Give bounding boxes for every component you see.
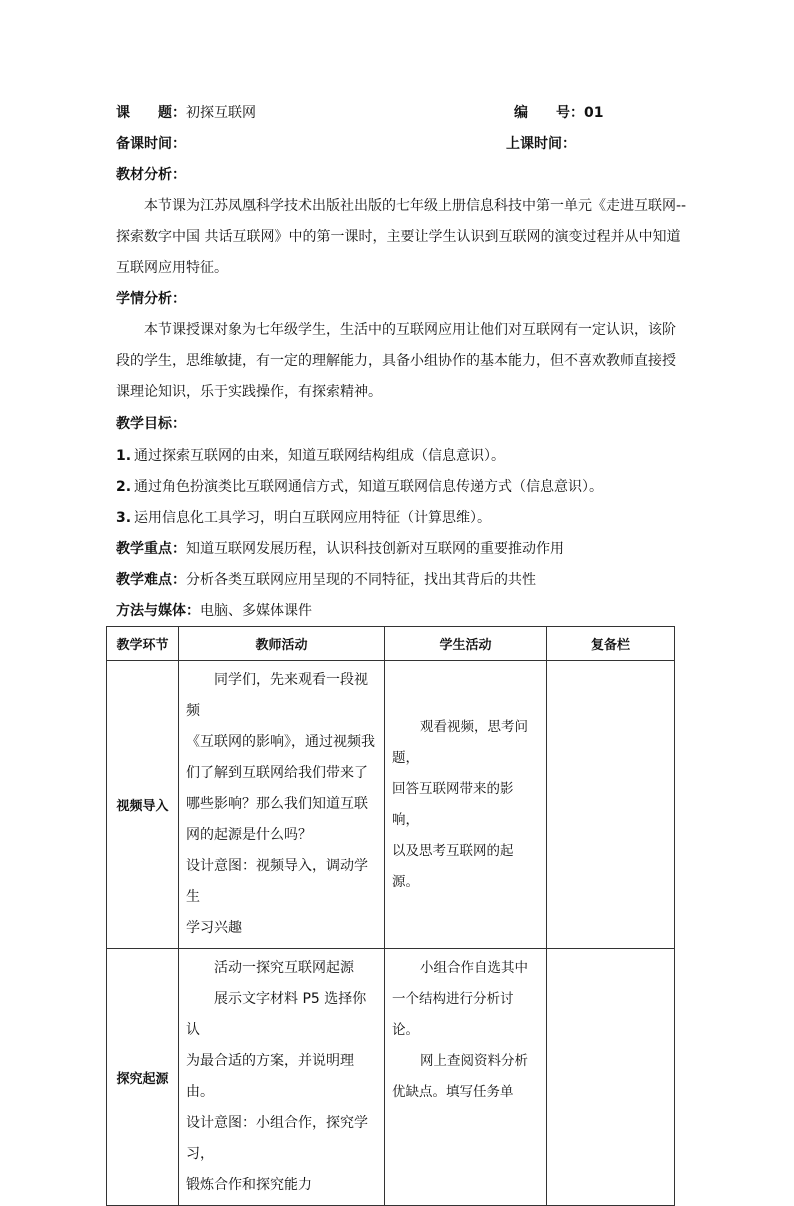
textbook-heading: 教材分析： [116,167,186,183]
difficulty-line [116,570,536,590]
objective-item [116,508,682,528]
objective-number: 1. [116,448,132,464]
stage-cell: 探究起源 [107,949,179,1206]
topic-value: 初探互联网 [186,105,256,121]
learners-line: 课理论知识，乐于实践操作，有探索精神。 [116,384,382,400]
student-line: 一个结构进行分析讨论。 [392,991,514,1038]
media-label: 方法与媒体： [116,603,200,619]
media-text: 电脑、多媒体课件 [200,603,312,619]
lesson-plan-table [106,626,675,1206]
learners-line: 段的学生，思维敏捷，有一定的理解能力，具备小组协作的基本能力，但不喜欢教师直接授 [116,353,676,369]
objective-number: 3. [116,510,132,526]
teacher-line: 锻炼合作和探究能力 [186,1177,312,1193]
textbook-line: 互联网应用特征。 [116,260,228,276]
textbook-paragraph [116,191,687,284]
key-point-line [116,539,564,559]
textbook-line: 探索数字中国 共话互联网》中的第一课时，主要让学生认识到互联网的演变过程并从中知道 [116,229,681,245]
key-point-text: 知道互联网发展历程，认识科技创新对互联网的重要推动作用 [186,541,564,557]
learners-line: 本节课授课对象为七年级学生，生活中的互联网应用让他们对互联网有一定认识，该阶 [144,322,676,338]
teacher-line: 同学们，先来观看一段视频 [186,672,368,719]
stage-cell: 视频导入 [107,661,179,949]
topic-line [116,103,256,123]
student-line: 回答互联网带来的影响， [392,780,514,828]
teacher-line: 活动一探究互联网起源 [214,960,354,976]
objective-item [116,446,682,466]
key-point-label: 教学重点： [116,541,186,557]
objectives-heading: 教学目标： [116,416,186,432]
notes-cell [547,661,675,949]
teacher-line: 展示文字材料 P5 选择你认 [186,991,367,1038]
header-student: 学生活动 [385,627,547,661]
topic-label: 课 题： [116,105,186,121]
teacher-line: 为最合适的方案，并说明理由。 [186,1053,354,1100]
student-line: 小组合作自选其中 [420,960,528,976]
teacher-line: 《互联网的影响》，通过视频我 [186,734,375,750]
learners-paragraph [116,315,682,408]
teacher-cell [179,949,385,1206]
learners-heading: 学情分析： [116,291,186,307]
teacher-line: 设计意图：小组合作，探究学习， [186,1115,368,1162]
objective-text: 运用信息化工具学习，明白互联网应用特征（计算思维）。 [134,510,491,526]
objective-item [116,477,682,497]
class-time-label: 上课时间： [506,136,576,152]
number-value: 01 [584,105,604,121]
difficulty-text: 分析各类互联网应用呈现的不同特征，找出其背后的共性 [186,572,536,588]
teacher-line: 网的起源是什么吗？ [186,827,312,843]
teacher-line: 设计意图：视频导入，调动学生 [186,858,368,905]
textbook-line: 本节课为江苏凤凰科学技术出版社出版的七年级上册信息科技中第一单元《走进互联网-- [144,198,687,214]
number-label: 编 号： [514,105,584,121]
media-line [116,601,312,621]
objective-number: 2. [116,479,132,495]
header-teacher: 教师活动 [179,627,385,661]
table-row [107,949,675,1206]
student-line: 网上查阅资料分析 [420,1053,528,1069]
difficulty-label: 教学难点： [116,572,186,588]
teacher-line: 学习兴趣 [186,920,242,936]
header-stage: 教学环节 [107,627,179,661]
objective-text: 通过探索互联网的由来，知道互联网结构组成（信息意识）。 [134,448,505,464]
teacher-cell [179,661,385,949]
table-row [107,661,675,949]
teacher-line: 们了解到互联网给我们带来了 [186,765,368,781]
table-header-row [107,627,675,661]
student-cell [385,661,547,949]
student-line: 以及思考互联网的起源。 [392,842,514,890]
student-line: 优缺点。填写任务单 [392,1084,514,1100]
student-cell [385,949,547,1206]
teacher-line: 哪些影响？那么我们知道互联 [186,796,368,812]
prep-time-label: 备课时间： [116,136,186,152]
number-line [514,103,603,123]
notes-cell [547,949,675,1206]
objective-text: 通过角色扮演类比互联网通信方式，知道互联网信息传递方式（信息意识）。 [134,479,603,495]
student-line: 观看视频，思考问题， [392,718,528,766]
header-notes: 复备栏 [547,627,675,661]
